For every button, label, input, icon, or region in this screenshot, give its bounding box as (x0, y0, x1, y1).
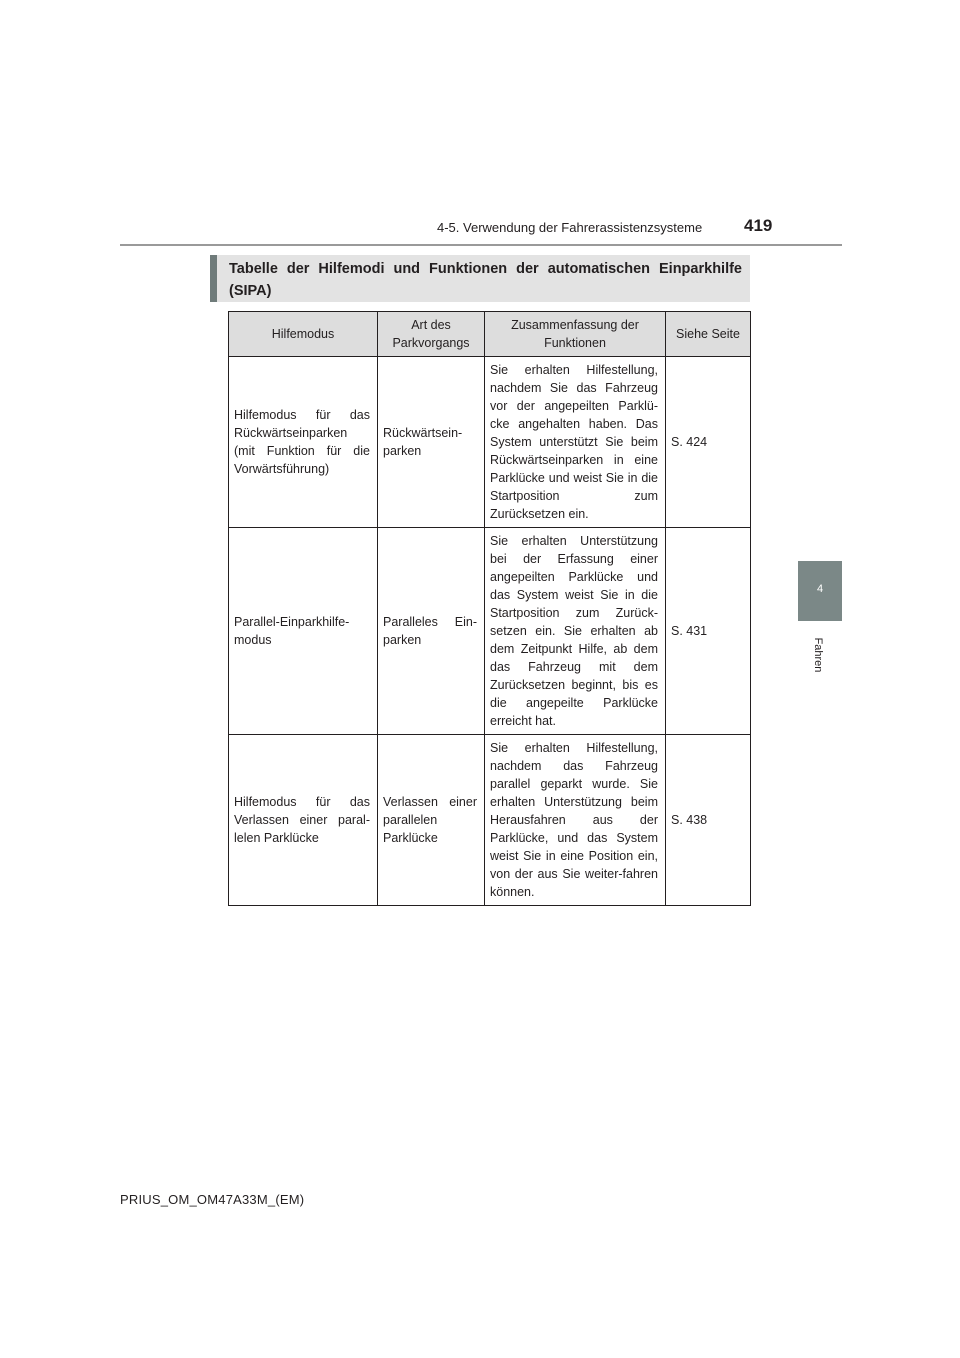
document-code: PRIUS_OM_OM47A33M_(EM) (120, 1192, 305, 1207)
chapter-tab (798, 561, 842, 621)
table-row (229, 528, 751, 735)
assist-modes-table (228, 311, 751, 906)
cell-page-ref: S. 438 (666, 735, 751, 906)
header-mode: Hilfemodus (229, 312, 378, 357)
cell-page-ref: S. 424 (666, 357, 751, 528)
running-header-section: 4-5. Verwendung der Fahrerassistenzsysteme (437, 220, 703, 235)
cell-parking-type: Rückwärtsein-parken (378, 357, 485, 528)
cell-summary: Sie erhalten Unterstützung bei der Erfassung einer angepeilten Parklücke und das System weist Sie in die Startposition zum Zurück-setzen ein. Sie erhalten ab dem Zeitpunkt Hilfe, ab dem das Fahrzeug mit dem Zurücksetzen beginnt, bis es die angepeilte Parklücke erreicht hat. (485, 528, 666, 735)
cell-summary: Sie erhalten Hilfestellung, nachdem das Fahrzeug parallel geparkt wurde. Sie erhalten Unterstützung beim Herausfahren aus der Parklücke, und das System weist Sie in eine Position ein, von der aus Sie weiter-fahren können. (485, 735, 666, 906)
cell-mode: Parallel-Einparkhilfe-modus (229, 528, 378, 735)
header-page-ref: Siehe Seite (666, 312, 751, 357)
cell-mode: Hilfemodus für das Rückwärtseinparken (mit Funktion für die Vorwärtsführung) (229, 357, 378, 528)
page-number: 419 (744, 216, 773, 235)
cell-page-ref: S. 431 (666, 528, 751, 735)
cell-parking-type: Paralleles Ein-parken (378, 528, 485, 735)
table-row (229, 357, 751, 528)
chapter-label: Fahren (812, 637, 824, 673)
cell-parking-type: Verlassen einer parallelen Parklücke (378, 735, 485, 906)
header-summary: Zusammenfassung der Funktionen (485, 312, 666, 357)
chapter-number: 4 (816, 583, 824, 595)
cell-summary: Sie erhalten Hilfestellung, nachdem Sie das Fahrzeug vor der angepeilten Parklü-cke angehalten haben. Das System unterstützt Sie beim Rückwärtseinparken in eine Parklücke und weist Sie in die Startposition zum Zurücksetzen ein. (485, 357, 666, 528)
section-title: Tabelle der Hilfemodi und Funktionen der automatischen Einparkhilfe (SIPA) (229, 261, 742, 299)
header-parking-type: Art des Parkvorgangs (378, 312, 485, 357)
table-row (229, 735, 751, 906)
header-divider (120, 244, 842, 246)
section-title-box (210, 255, 750, 302)
table-header-row (229, 312, 751, 357)
cell-mode: Hilfemodus für das Verlassen einer paral-lelen Parklücke (229, 735, 378, 906)
